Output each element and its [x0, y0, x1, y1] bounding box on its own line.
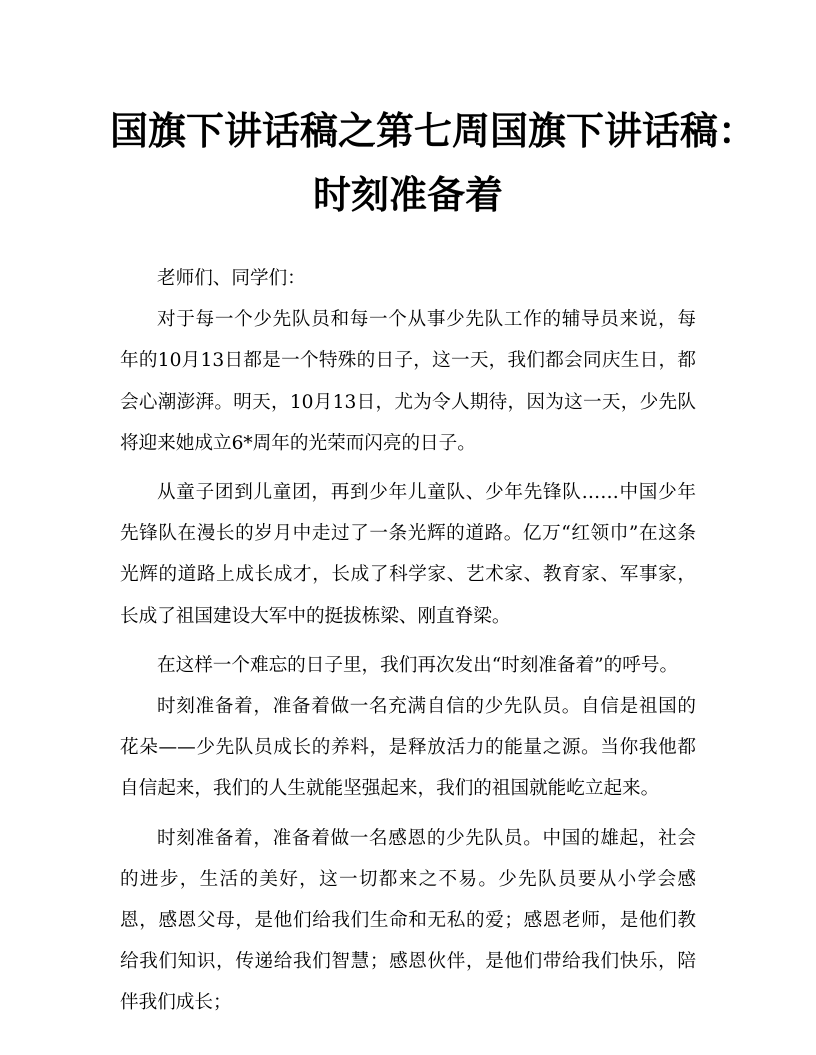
paragraph: 从童子团到儿童团，再到少年儿童队、少年先锋队……中国少年先锋队在漫长的岁月中走过了一条光辉的道路。亿万“红领巾”在这条光辉的道路上成长成才，长成了科学家、艺术家、教育家、军事家，长成了祖国建设大军中的挺拔栋梁、刚直脊梁。 — [120, 482, 696, 627]
salutation: 老师们、同学们： — [157, 268, 306, 289]
paragraph: 对于每一个少先队员和每一个从事少先队工作的辅导员来说，每年的10月13日都是一个特殊的日子，这一天，我们都会同庆生日，都会心潮澎湃。明天，10月13日，尤为令人期待，因为这一天，少先队将迎来她成立6*周年的光荣而闪亮的日子。 — [120, 309, 696, 454]
paragraph: 时刻准备着，准备着做一名感恩的少先队员。中国的雄起，社会的进步，生活的美好，这一切都来之不易。少先队员要从小学会感恩，感恩父母，是他们给我们生命和无私的爱；感恩老师，是他们教给我们知识，传递给我们智慧；感恩伙伴，是他们带给我们快乐，陪伴我们成长； — [120, 827, 696, 1014]
document-title-line-2: 时刻准备着 — [312, 172, 503, 217]
paragraph: 时刻准备着，准备着做一名充满自信的少先队员。自信是祖国的花朵——少先队员成长的养料，是释放活力的能量之源。当你我他都自信起来，我们的人生就能坚强起来，我们的祖国就能屹立起来。 — [120, 696, 696, 800]
paragraph: 在这样一个难忘的日子里，我们再次发出“时刻准备着”的呼号。 — [157, 654, 679, 676]
document-body — [120, 258, 696, 1024]
document-title-line-1: 国旗下讲话稿之第七周国旗下讲话稿： — [110, 108, 757, 153]
